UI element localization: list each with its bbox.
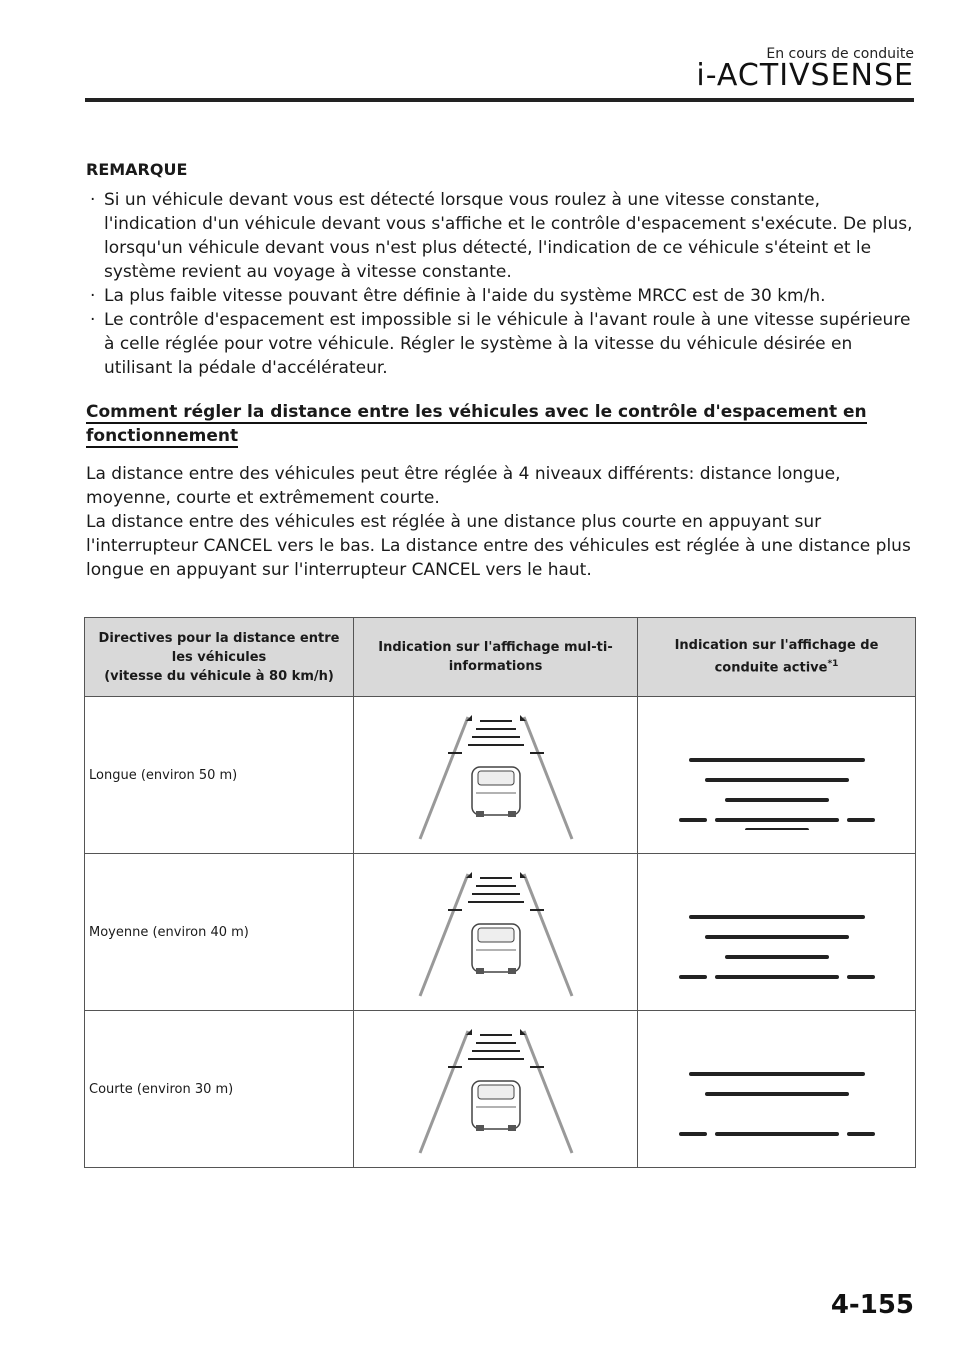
ads-indication-cell bbox=[638, 697, 916, 854]
distance-label: Longue (environ 50 m) bbox=[85, 697, 354, 854]
note-bullet: · La plus faible vitesse pouvant être définie à l'aide du système MRCC est de 30 km/h. bbox=[86, 284, 916, 308]
lane-line-right bbox=[524, 874, 572, 996]
ads-distance-icon bbox=[667, 1034, 887, 1144]
paragraph: La distance entre des véhicules peut être réglée à 4 niveaux différents: distance longue, moyenne, courte et extrêmement courte. bbox=[86, 464, 841, 508]
distance-table bbox=[84, 617, 916, 1168]
mid-indication-cell bbox=[354, 1011, 638, 1168]
mid-indication-cell bbox=[354, 697, 638, 854]
section-label: En cours de conduite bbox=[766, 46, 914, 62]
lane-line-right bbox=[524, 717, 572, 839]
lane-line-left bbox=[420, 717, 468, 839]
column-header-mid: Indication sur l'affichage mul-ti-informations bbox=[354, 618, 638, 697]
mid-display-icon bbox=[416, 1021, 576, 1157]
note-bullets bbox=[86, 188, 916, 380]
car-icon bbox=[472, 767, 520, 817]
paragraph: La distance entre des véhicules est réglée à une distance plus courte en appuyant sur l'interrupteur CANCEL vers le bas. La distance entre des véhicules est réglée à une distance plus longue en appuyant sur l'interrupteur CANCEL vers le haut. bbox=[86, 512, 911, 580]
section-heading-text: Comment régler la distance entre les véhicules avec le contrôle d'espacement en fonctionnement bbox=[86, 402, 867, 446]
distance-label: Courte (environ 30 m) bbox=[85, 1011, 354, 1168]
table-row bbox=[85, 854, 916, 1011]
ads-distance-icon bbox=[667, 877, 887, 987]
lane-line-left bbox=[420, 874, 468, 996]
page-number: 4-155 bbox=[830, 1290, 914, 1320]
note-bullet: · Le contrôle d'espacement est impossible si le véhicule à l'avant roule à une vitesse supérieure à celle réglée pour votre véhicule. Régler le système à la vitesse du véhicule désirée en utilisant la pédale d'accélérateur. bbox=[86, 308, 916, 380]
table-row bbox=[85, 697, 916, 854]
lane-line-right bbox=[524, 1031, 572, 1153]
chapter-title: i-ACTIVSENSE bbox=[696, 58, 914, 93]
ads-distance-icon bbox=[667, 720, 887, 830]
table-row bbox=[85, 1011, 916, 1168]
car-icon bbox=[472, 1081, 520, 1131]
header-divider bbox=[85, 98, 914, 102]
distance-label: Moyenne (environ 40 m) bbox=[85, 854, 354, 1011]
lane-line-left bbox=[420, 1031, 468, 1153]
note-bullet: · Si un véhicule devant vous est détecté lorsque vous roulez à une vitesse constante, l'indication d'un véhicule devant vous s'affiche et le contrôle d'espacement s'exécute. De plus, lorsqu'un véhicule devant vous n'est plus détecté, l'indication de ce véhicule s'éteint et le système revient au voyage à vitesse constante. bbox=[86, 188, 916, 284]
mid-indication-cell bbox=[354, 854, 638, 1011]
note-title: REMARQUE bbox=[86, 160, 188, 179]
column-header-distance: Directives pour la distance entre les véhicules (vitesse du véhicule à 80 km/h) bbox=[85, 618, 354, 697]
ads-indication-cell bbox=[638, 1011, 916, 1168]
main-content bbox=[86, 158, 916, 582]
car-icon bbox=[472, 924, 520, 974]
table-header-row bbox=[85, 618, 916, 697]
ads-indication-cell bbox=[638, 854, 916, 1011]
column-header-ads: Indication sur l'affichage de conduite active$^{*1}$ bbox=[638, 618, 916, 697]
section-heading bbox=[86, 400, 916, 448]
mid-display-icon bbox=[416, 864, 576, 1000]
mid-display-icon bbox=[416, 707, 576, 843]
